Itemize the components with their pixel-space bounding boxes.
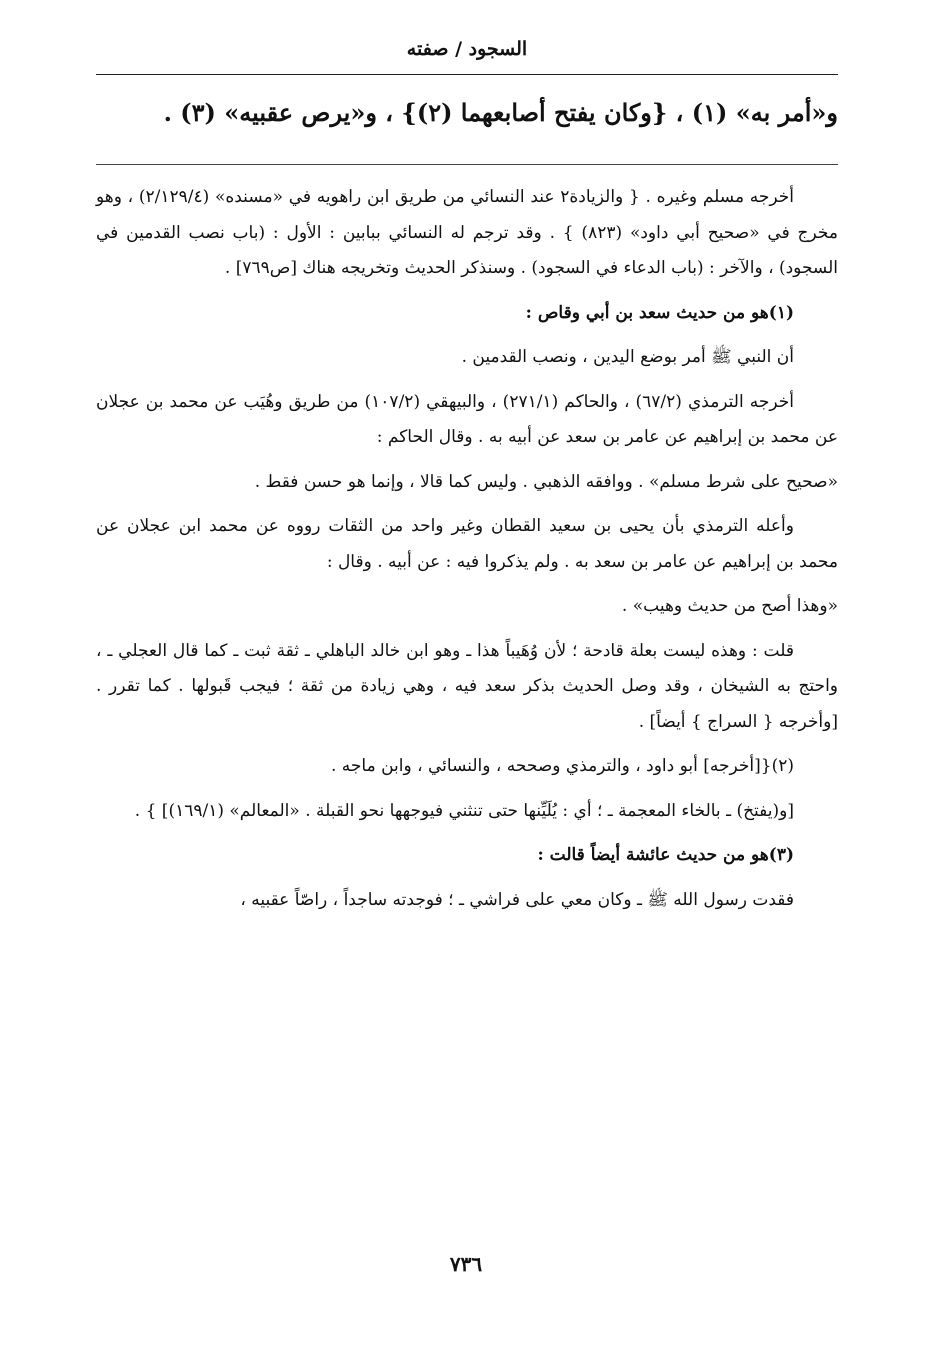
paragraph-hadith-text-1: أن النبي ﷺ أمر بوضع اليدين ، ونصب القدمين . (461, 347, 794, 367)
paragraph-author-comment: قلت : وهذه ليست بعلة قادحة ؛ لأن وُهَيباً هذا ـ وهو ابن خالد الباهلي ـ ثقة ثبت ـ كما قال العجلي ـ ، واحتج به الشيخان ، وقد وصل الحديث بذكر سعد فيه ، وهي زيادة من ثقة ؛ فيجب قَبولها . كما تقرر . [وأخرجه { السراج } أيضاً] . (96, 640, 838, 732)
paragraph-takhrij-tirmidhi: أخرجه الترمذي (٦٧/٢) ، والحاكم (٢٧١/١) ، والبيهقي (١٠٧/٢) من طريق وهُيَب عن محمد بن عجلان عن محمد بن إبراهيم عن عامر بن سعد عن أبيه به . وقال الحاكم : (96, 391, 838, 447)
footnote-2-text: (٢){[أخرجه] أبو داود ، والترمذي وصححه ، والنسائي ، وابن ماجه . (330, 756, 794, 776)
paragraph-hakim-quote: «صحيح على شرط مسلم» . ووافقه الذهبي . وليس كما قالا ، وإنما هو حسن فقط . (254, 471, 838, 492)
header-divider (96, 74, 838, 75)
footnotes-section (96, 180, 838, 927)
main-text-divider (96, 164, 838, 165)
page-number: ٧٣٦ (449, 1252, 483, 1276)
main-hadith-text: و«أمر به» (١) ، {وكان يفتح أصابعهما (٢)} ، و«يرص عقبيه» (٣) . (163, 98, 838, 127)
footnote-3-heading: (٣)هو من حديث عائشة أيضاً قالت : (537, 845, 794, 865)
paragraph-takhrij-muslim: أخرجه مسلم وغيره . { والزيادة٢ عند النسائي من طريق ابن راهويه في «مسنده» (٢/١٢٩/٤) ، وهو مخرج في «صحيح أبي داود» (٨٢٣) } . وقد ترجم له النسائي ببابين : الأول : (باب نصب القدمين في السجود) ، والآخر : (باب الدعاء في السجود) . وسنذكر الحديث وتخريجه هناك [ص٧٦٩] . (96, 187, 838, 278)
paragraph-aisha-hadith: فقدت رسول الله ﷺ ـ وكان معي على فراشي ـ ؛ فوجدته ساجداً ، راصّاً عقبيه ، (240, 889, 794, 910)
footnote-1-heading: (١)هو من حديث سعد بن أبي وقاص : (525, 302, 794, 323)
paragraph-tirmidhi-illa: وأعله الترمذي بأن يحيى بن سعيد القطان وغير واحد من الثقات رووه عن محمد ابن عجلان عن محمد بن إبراهيم عن عامر بن سعد به . ولم يذكروا فيه : عن أبيه . وقال : (96, 516, 838, 572)
paragraph-tirmidhi-quote: «وهذا أصح من حديث وهيب» . (621, 596, 838, 616)
paragraph-yaftakh-explanation: [و(يفتخ) ـ بالخاء المعجمة ـ ؛ أي : يُلَيِّنها حتى تنثني فيوجهها نحو القبلة . «المعالم» (١٦٩/١)] } . (134, 800, 794, 821)
page-header-title: السجود / صفته (406, 38, 528, 60)
